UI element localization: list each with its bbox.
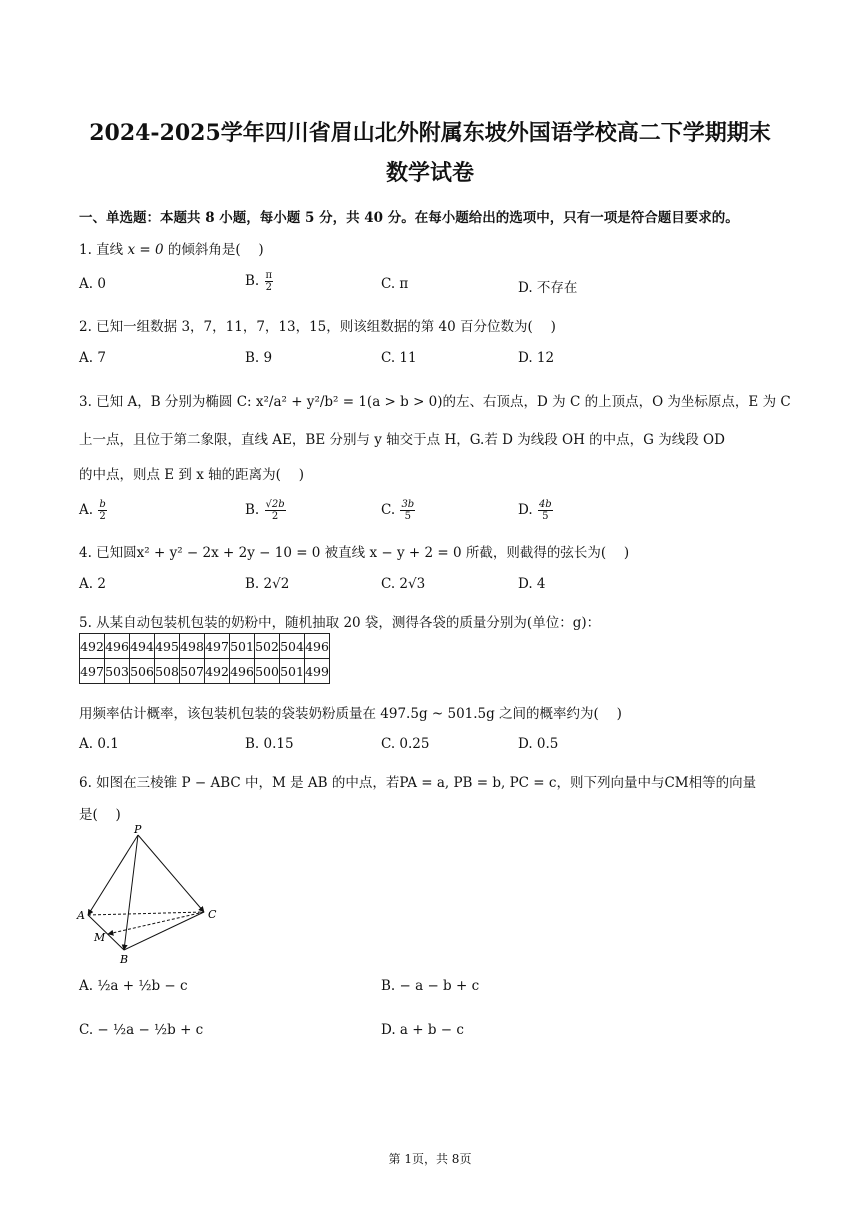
exam-title-line2: 数学试卷 <box>385 160 474 186</box>
table-cell: 494 <box>130 634 155 659</box>
q5-option-c: C. 0.25 <box>381 736 430 752</box>
q6-option-a: A. ½a + ½b − c <box>79 978 188 994</box>
exam-title-line1: 2024-2025学年四川省眉山北外附属东坡外国语学校高二下学期期末 <box>89 120 771 146</box>
q1-option-d: D. 不存在 <box>518 280 578 296</box>
q6-option-b: B. − a − b + c <box>381 978 480 994</box>
q5-option-a: A. 0.1 <box>79 736 119 752</box>
q2-option-b: B. 9 <box>245 350 273 366</box>
q5-stem: 5. 从某自动包装机包装的奶粉中，随机抽取 20 袋，测得各袋的质量分别为(单位：g)： <box>79 615 601 631</box>
q5-option-d: D. 0.5 <box>518 736 559 752</box>
table-cell: 496 <box>230 659 255 684</box>
table-cell: 497 <box>80 659 105 684</box>
table-cell: 496 <box>105 634 130 659</box>
q5-question: 用频率估计概率，该包装机包装的袋装奶粉质量在 497.5g ~ 501.5g 之间的概率约为( ) <box>79 706 622 722</box>
table-cell: 495 <box>155 634 180 659</box>
label-a: A <box>77 909 85 922</box>
table-cell: 492 <box>205 659 230 684</box>
table-cell: 497 <box>205 634 230 659</box>
label-m: M <box>94 931 106 944</box>
q3-option-b: B. $\frac{√2b}{2}$ <box>245 499 285 522</box>
q3-stem-line1: 3. 已知 A，B 分别为椭圆 C: x²/a² + y²/b² = 1(a > b > 0)的左、右顶点，D 为 C 的上顶点，O 为坐标原点，E 为 C <box>79 394 791 410</box>
q6-stem-line2: 是( ) <box>79 807 121 823</box>
q3-option-d: D. $\frac{4b}{5}$ <box>518 499 552 522</box>
q4-option-a: A. 2 <box>79 576 106 592</box>
q2-option-d: D. 12 <box>518 350 555 366</box>
q5-data-table <box>79 633 330 684</box>
table-cell: 500 <box>255 659 280 684</box>
q4-stem: 4. 已知圆x² + y² − 2x + 2y − 10 = 0 被直线 x − y + 2 = 0 所截，则截得的弦长为( ) <box>79 545 630 561</box>
q1-option-c: C. π <box>381 276 409 292</box>
table-cell: 492 <box>80 634 105 659</box>
q1-stem: 1. 直线 x = 0 的倾斜角是( ) <box>79 242 264 258</box>
table-cell: 499 <box>305 659 330 684</box>
q4-option-c: C. 2√3 <box>381 576 426 592</box>
table-row <box>80 659 330 684</box>
q2-option-a: A. 7 <box>79 350 106 366</box>
table-cell: 502 <box>255 634 280 659</box>
q5-option-b: B. 0.15 <box>245 736 294 752</box>
label-b: B <box>120 953 129 966</box>
q1-option-b: B. $\frac{\pi}{2}$ <box>245 270 273 293</box>
table-cell: 498 <box>180 634 205 659</box>
tetrahedron-diagram <box>70 822 230 968</box>
table-cell: 503 <box>105 659 130 684</box>
label-c: C <box>208 908 217 921</box>
q1-option-a: A. 0 <box>79 276 106 292</box>
q2-option-c: C. 11 <box>381 350 417 366</box>
table-cell: 501 <box>230 634 255 659</box>
q4-option-d: D. 4 <box>518 576 546 592</box>
table-cell: 504 <box>280 634 305 659</box>
q3-stem-line2: 上一点，且位于第二象限，直线 AE，BE 分别与 y 轴交于点 H，G.若 D 为线段 OH 的中点，G 为线段 OD <box>79 432 725 448</box>
table-cell: 507 <box>180 659 205 684</box>
q6-stem-line1: 6. 如图在三棱锥 P − ABC 中，M 是 AB 的中点，若PA = a, PB = b, PC = c，则下列向量中与CM相等的向量 <box>79 775 757 791</box>
q4-option-b: B. 2√2 <box>245 576 290 592</box>
q3-stem-line3: 的中点，则点 E 到 x 轴的距离为( ) <box>79 467 304 483</box>
q6-option-d: D. a + b − c <box>381 1022 464 1038</box>
q3-option-a: A. $\frac{b}{2}$ <box>79 499 106 522</box>
table-row <box>80 634 330 659</box>
q3-option-c: C. $\frac{3b}{5}$ <box>381 499 415 522</box>
table-cell: 496 <box>305 634 330 659</box>
table-cell: 508 <box>155 659 180 684</box>
table-cell: 501 <box>280 659 305 684</box>
section-heading: 一、单选题：本题共 8 小题，每小题 5 分，共 40 分。在每小题给出的选项中，只有一项是符合题目要求的。 <box>79 210 739 226</box>
table-cell: 506 <box>130 659 155 684</box>
page-footer: 第 1页，共 8页 <box>388 1152 472 1166</box>
q2-stem: 2. 已知一组数据 3，7，11，7，13，15，则该组数据的第 40 百分位数为( ) <box>79 319 556 335</box>
q6-option-c: C. − ½a − ½b + c <box>79 1022 204 1038</box>
label-p: P <box>134 823 142 836</box>
